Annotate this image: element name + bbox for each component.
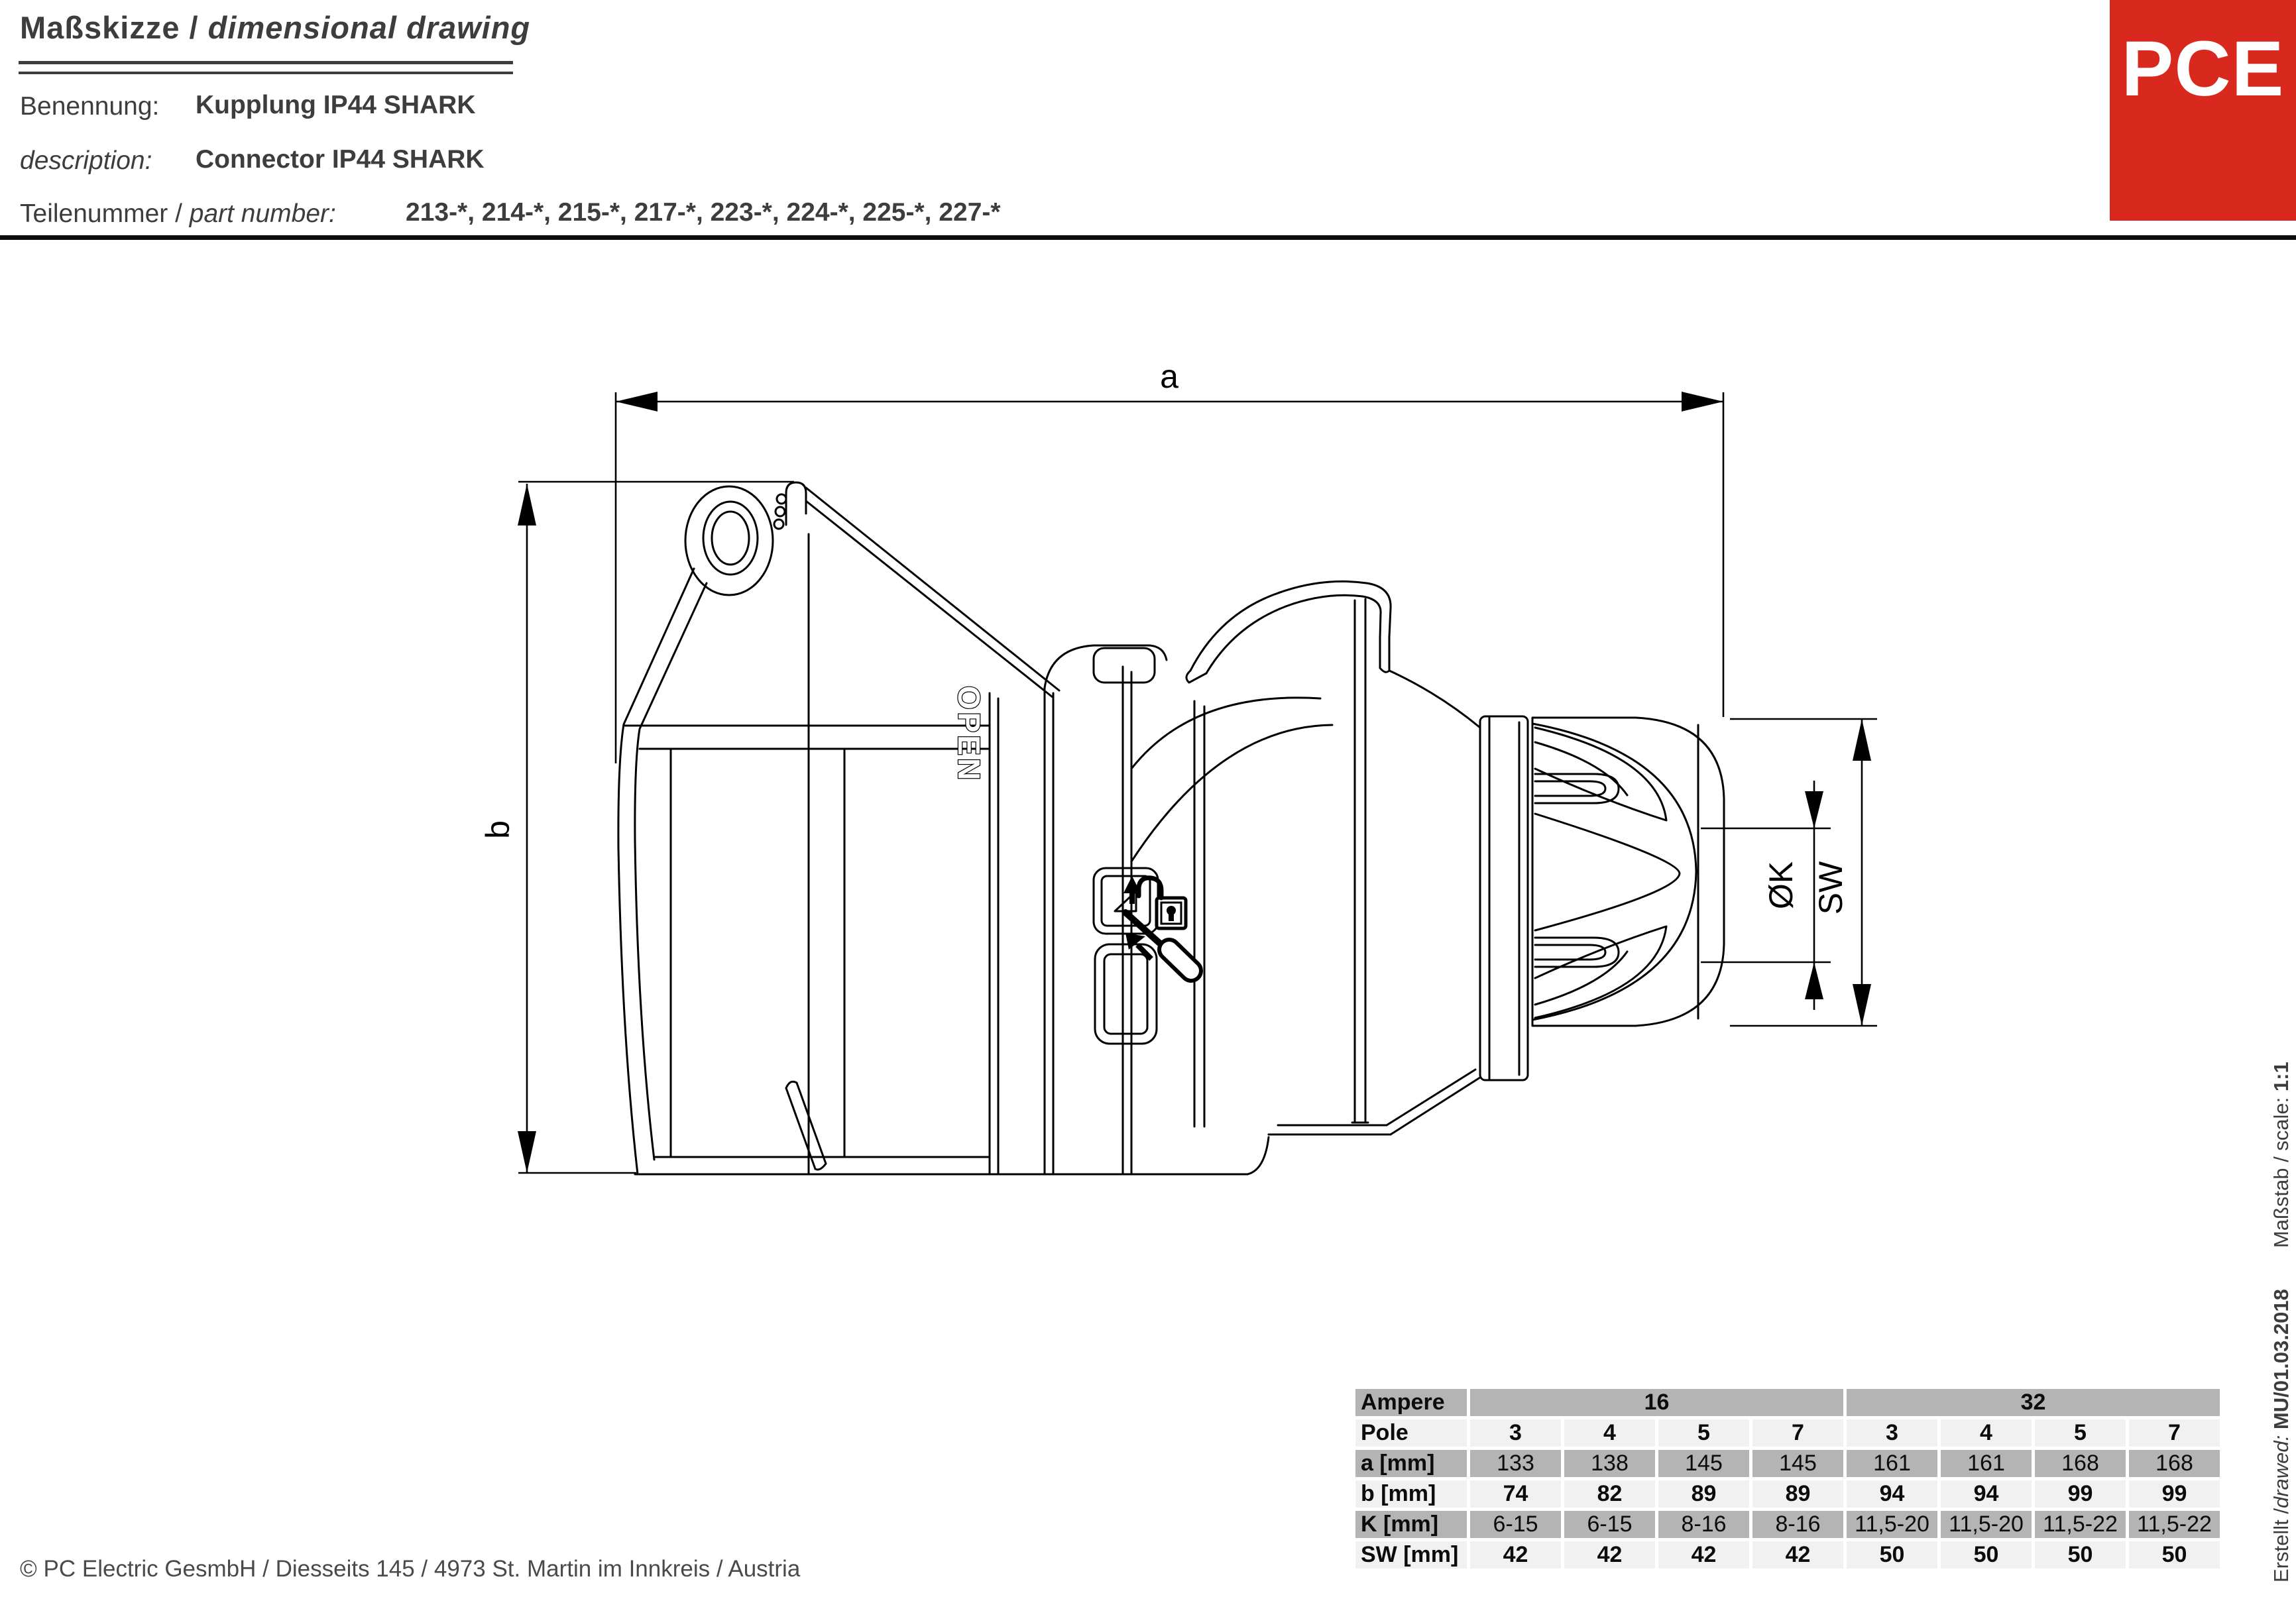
drawed-label: drawed:: [2269, 1435, 2293, 1509]
part-number-label: Teilenummer / part number:: [20, 199, 336, 228]
group-32: 32: [1847, 1389, 2220, 1416]
table-row-pole: Pole 3 4 5 7 3 4 5 7: [1355, 1419, 2220, 1447]
table-row-ampere: [1355, 1389, 2220, 1416]
connector-mid-body: [1045, 645, 1480, 1174]
dim-k-label: ØK: [1762, 861, 1800, 910]
spec-table: [1355, 1389, 2220, 1572]
table-row-sw: SW [mm] 42 42 42 42 50 50 50 50: [1355, 1541, 2220, 1569]
open-label: OPEN: [952, 685, 986, 783]
open-padlock-icon: [1139, 878, 1186, 928]
table-row-b: b [mm] 74 82 89 89 94 94 99 99: [1355, 1480, 2220, 1508]
scale-value: 1:1: [2269, 1062, 2293, 1092]
latch-button-bottom: [1095, 944, 1157, 1044]
dimension-sw: [1730, 719, 1877, 1026]
cable-grip-handle: [1186, 581, 1480, 1123]
table-row-a: a [mm] 133 138 145 145 161 161 168 168: [1355, 1450, 2220, 1477]
page-title: Maßskizze / dimensional drawing: [20, 10, 531, 45]
drawing-meta-vertical-text: [2269, 989, 2293, 1582]
cable-gland: [1480, 716, 1724, 1080]
drawed-value: MU/01.03.2018: [2269, 1289, 2293, 1430]
dim-a-label: a: [1160, 358, 1178, 395]
connector-housing: [618, 482, 1247, 1174]
dim-sw-label: SW: [1812, 861, 1849, 915]
dim-b-label: b: [479, 820, 516, 839]
dimension-a: [616, 358, 1723, 763]
page-title-en: dimensional drawing: [207, 10, 531, 45]
page-title-de: Maßskizze: [20, 10, 180, 45]
benennung-value: Kupplung IP44 SHARK: [196, 91, 476, 119]
benennung-label: Benennung:: [20, 92, 160, 121]
scale-label: Maßstab / scale:: [2269, 1097, 2293, 1248]
ampere-header: Ampere: [1355, 1389, 1467, 1416]
group-16: 16: [1470, 1389, 1843, 1416]
dimension-b: [479, 482, 794, 1173]
copyright-footer: © PC Electric GesmbH / Diesseits 145 / 4973 St. Martin im Innkreis / Austria: [20, 1556, 801, 1582]
description-value: Connector IP44 SHARK: [196, 145, 485, 174]
erstellt-label: Erstellt /: [2269, 1508, 2293, 1582]
dimension-k: [1701, 781, 1831, 1010]
description-label: description:: [20, 146, 152, 175]
table-row-k: K [mm] 6-15 6-15 8-16 8-16 11,5-20 11,5-20 11,5-22 11,5-22: [1355, 1511, 2220, 1538]
pce-logo-text: PCE: [2121, 25, 2285, 113]
part-number-values: 213-*, 214-*, 215-*, 217-*, 223-*, 224-*, 225-*, 227-*: [406, 198, 1001, 227]
